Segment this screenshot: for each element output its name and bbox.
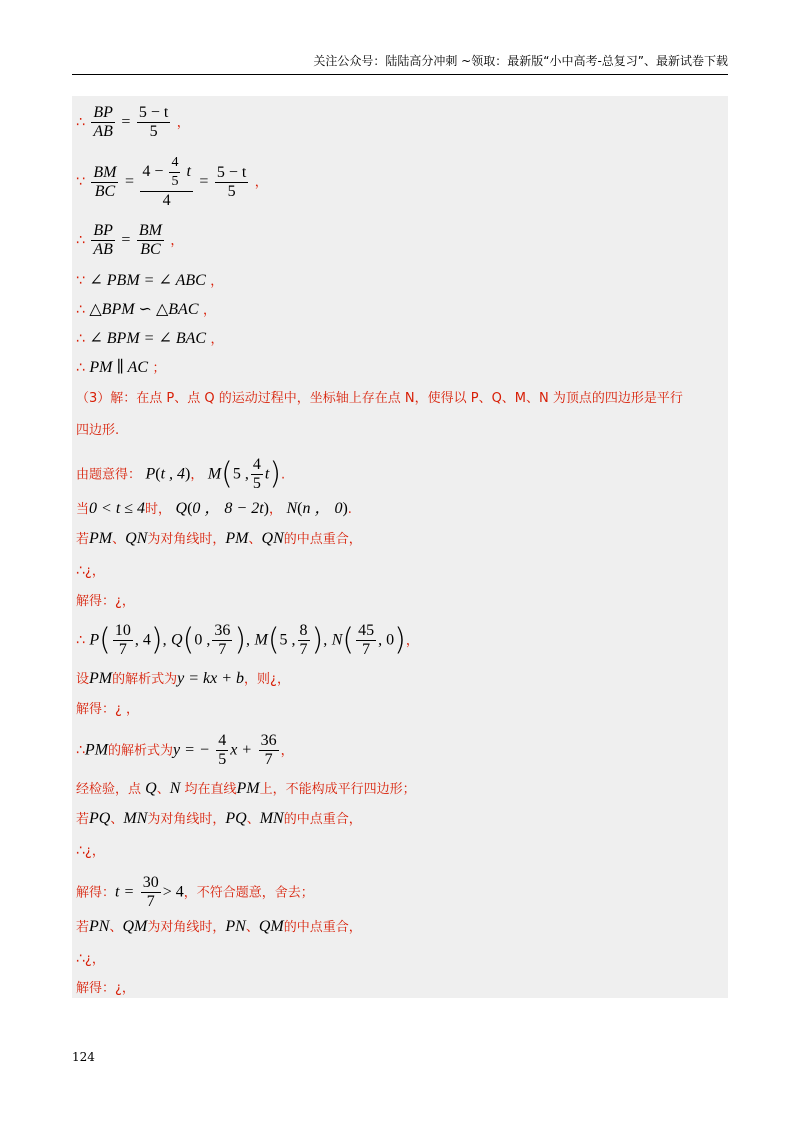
therefore-symbol: ∴	[76, 360, 85, 376]
segment: PN	[89, 918, 110, 935]
separator: 、	[246, 812, 260, 827]
angle-equation: ∠ PBM = ∠ ABC	[89, 272, 206, 289]
coord: 5 ,	[279, 631, 296, 649]
line-equation: y = kx + b	[177, 670, 245, 687]
mid-text: 均在直线	[180, 782, 237, 797]
inner-fraction	[169, 154, 180, 191]
therefore-symbol: ∴	[76, 951, 85, 967]
denominator: 5	[252, 475, 261, 492]
therefore-symbol: ∴	[76, 232, 85, 249]
equation-line-6	[76, 330, 224, 349]
equation-line-1	[76, 104, 190, 141]
point-n-coords: n ， 0	[302, 500, 343, 517]
numerator: 36	[260, 732, 277, 749]
denominator: 7	[299, 641, 308, 658]
t-solution-line	[76, 874, 314, 911]
solution-line: 解得：¿ ，	[76, 702, 140, 717]
solution-line: 解得：¿，	[76, 594, 135, 609]
variable-t: t	[264, 465, 270, 483]
parallel-statement: PM ∥ AC	[89, 359, 149, 376]
fraction	[212, 622, 232, 659]
denominator: 5	[218, 751, 227, 768]
denominator: AB	[93, 123, 113, 140]
denominator: 5	[171, 174, 179, 189]
prefix-text: 由题意得：	[76, 467, 142, 483]
separator: ，	[190, 467, 204, 483]
numerator: 4	[252, 456, 261, 473]
punctuation: ，	[210, 274, 224, 289]
placeholder-text: ¿，	[84, 952, 105, 967]
placeholder-text: ¿，	[84, 564, 105, 579]
case-suffix: 的中点重合，	[283, 812, 362, 827]
fraction	[91, 164, 118, 201]
point-n: N	[286, 500, 298, 517]
part3-intro-cont: 四边形.	[76, 423, 120, 438]
check-line	[76, 780, 416, 799]
fraction	[251, 456, 263, 493]
because-symbol: ∵	[76, 273, 85, 289]
mid-text: 的解析式为	[108, 743, 174, 759]
equation-line-3	[76, 222, 183, 259]
fraction	[259, 732, 279, 769]
numerator: 8	[299, 622, 308, 639]
fraction	[215, 164, 248, 201]
point-q-coords: 0 ， 8 − 2t	[192, 500, 264, 517]
punctuation: ，	[210, 332, 224, 347]
set-line	[76, 670, 290, 689]
denominator: 7	[218, 641, 227, 658]
numerator: 10	[114, 622, 131, 639]
point-m: M	[254, 631, 268, 649]
denominator: 4	[162, 192, 171, 209]
prefix-text: 当	[76, 502, 90, 517]
numerator: 4	[218, 732, 227, 749]
solution-line: 解得：¿，	[76, 981, 135, 996]
numerator: 5 − t	[216, 163, 247, 181]
punctuation: ，	[254, 175, 268, 190]
point-m: M	[207, 465, 222, 483]
segment: PQ	[89, 810, 111, 827]
segment: QN	[125, 530, 148, 547]
segment: PM	[89, 670, 113, 687]
prefix-text: 解得：	[76, 885, 116, 901]
punctuation: ，	[280, 743, 294, 759]
segment: PQ	[225, 810, 247, 827]
fraction	[91, 104, 115, 141]
segment: MN	[259, 810, 284, 827]
denominator: BC	[94, 182, 116, 200]
case-line-3	[76, 918, 362, 937]
variable-t: t =	[115, 883, 135, 901]
prefix-text: 设	[76, 672, 90, 687]
equation-line-10: 由题意得： P(t , 4)， M(5 , $\frac{4}{5}$ t).	[76, 456, 286, 492]
case-prefix: 若	[76, 812, 90, 827]
case-text: 为对角线时，	[147, 532, 226, 547]
point-p-coords: t , 4	[160, 465, 186, 483]
suffix-text: 上，不能构成平行四边形；	[259, 782, 416, 797]
equals-sign: =	[199, 173, 209, 190]
separator: ，	[268, 502, 282, 517]
segment: QN	[261, 530, 284, 547]
denominator: AB	[93, 241, 113, 258]
denominator: 7	[362, 641, 371, 658]
suffix-text: ，则¿，	[244, 672, 290, 687]
separator: 、	[245, 920, 259, 935]
therefore-line	[76, 562, 105, 581]
case-line-1	[76, 530, 362, 549]
segment: PM	[84, 741, 109, 759]
numerator: BM	[93, 163, 117, 181]
angle-equation: ∠ BPM = ∠ BAC	[89, 330, 207, 347]
suffix-text: ，不符合题意，舍去；	[183, 885, 314, 901]
denominator: 5	[149, 123, 158, 140]
numerator-prefix: 4 −	[142, 163, 164, 181]
separator: 、	[248, 532, 262, 547]
similar-triangles: △BPM ∽ △BAC	[89, 301, 199, 318]
numerator: 4	[169, 154, 180, 173]
denominator: 7	[264, 751, 273, 768]
separator: 、	[109, 920, 123, 935]
therefore-line	[76, 950, 105, 969]
equals-sign: =	[121, 113, 131, 131]
equals-sign: =	[121, 231, 131, 249]
therefore-symbol: ∴	[76, 843, 85, 859]
case-suffix: 的中点重合，	[283, 532, 362, 547]
numerator: BP	[93, 222, 113, 239]
fraction	[137, 104, 170, 141]
because-symbol: ∵	[76, 174, 85, 190]
mid-text: 的解析式为	[112, 672, 178, 687]
denominator: 7	[118, 641, 127, 658]
punctuation: ，	[176, 115, 190, 131]
segment: MN	[123, 810, 148, 827]
therefore-symbol: ∴	[76, 302, 85, 318]
compound-numerator	[140, 154, 192, 192]
prefix-text: 经检验，点	[76, 782, 146, 797]
case-prefix: 若	[76, 920, 90, 935]
coord: , 4	[134, 631, 151, 649]
point-m-x: 5 ,	[232, 465, 249, 483]
separator: 、	[110, 812, 124, 827]
mid-text: 时，	[145, 502, 172, 517]
therefore-symbol: ∴	[76, 114, 85, 131]
point-n: N	[169, 780, 181, 797]
therefore-symbol: ∴	[76, 742, 85, 759]
segment: PM	[225, 530, 249, 547]
solution-content	[72, 96, 728, 998]
punctuation: ，	[202, 303, 216, 318]
fraction	[113, 622, 133, 659]
equals-sign: =	[124, 173, 134, 190]
equation-line-2	[76, 154, 268, 210]
fraction	[356, 622, 376, 659]
case-text: 为对角线时，	[147, 812, 226, 827]
fraction	[216, 732, 228, 769]
equation-part: y = −	[173, 741, 210, 759]
numerator: 5 − t	[138, 104, 169, 121]
therefore-symbol: ∴	[76, 632, 85, 649]
segment: PN	[225, 918, 246, 935]
denominator: 7	[146, 893, 155, 910]
denominator: 5	[227, 182, 236, 200]
therefore-symbol: ∴	[76, 331, 85, 347]
point-p: P	[89, 631, 100, 649]
line-equation-line	[76, 732, 294, 769]
part3-intro: （3）解：在点 P、点 Q 的运动过程中，坐标轴上存在点 N，使得以 P、Q、M、N 为顶点的四边形是平行	[76, 391, 683, 406]
denominator: BC	[140, 241, 161, 258]
placeholder-text: ¿，	[84, 844, 105, 859]
numerator: BP	[93, 104, 113, 121]
fraction	[141, 874, 161, 911]
punctuation: ，	[170, 233, 184, 249]
page-header: 关注公众号：陆陆高分冲刺 ~领取：最新版“小中高考-总复习”、最新试卷下载	[72, 52, 728, 75]
point-q: Q	[145, 780, 157, 797]
point-q: Q	[171, 631, 183, 649]
equation-part: x +	[230, 741, 253, 759]
point-n: N	[331, 631, 343, 649]
condition: 0 < t ≤ 4	[89, 500, 146, 517]
fraction	[137, 222, 164, 259]
page-number: 124	[72, 1050, 95, 1064]
variable-t: t	[186, 163, 191, 181]
equation-line-4	[76, 272, 223, 291]
point-p: P	[145, 465, 156, 483]
equation-line-11: 当0 < t ≤ 4时， Q(0 ， 8 − 2t)， N(n ， 0).	[76, 500, 352, 517]
segment: PM	[236, 780, 260, 797]
compound-fraction	[140, 154, 192, 210]
case-text: 为对角线时，	[147, 920, 226, 935]
coord: , 0	[378, 631, 395, 649]
segment: QM	[258, 918, 284, 935]
numerator: BM	[138, 222, 162, 239]
fraction	[298, 622, 310, 659]
punctuation: .	[347, 502, 352, 517]
comparison: > 4	[162, 883, 184, 901]
coord: 0 ,	[194, 631, 211, 649]
punctuation: ，	[405, 633, 419, 649]
punctuation: ；	[152, 361, 166, 376]
equation-line-5	[76, 301, 216, 320]
numerator: 45	[358, 622, 375, 639]
segment: QM	[122, 918, 148, 935]
point-q: Q	[175, 500, 188, 517]
case-suffix: 的中点重合，	[283, 920, 362, 935]
points-line: ∴ P( $\frac{10}{7}$ , 4), Q(0 , $\frac{36}{7}$ ), M(5 , $\frac{8}{7}$ ), N( $\frac{45}{7}$ , 0)，	[76, 622, 419, 658]
separator: 、	[112, 532, 126, 547]
fraction	[91, 222, 115, 259]
case-line-2	[76, 810, 362, 829]
equation-line-7	[76, 359, 166, 378]
segment: PM	[89, 530, 113, 547]
numerator: 36	[214, 622, 231, 639]
separator: 、	[156, 782, 170, 797]
case-prefix: 若	[76, 532, 90, 547]
therefore-symbol: ∴	[76, 563, 85, 579]
therefore-line	[76, 842, 105, 861]
numerator: 30	[142, 874, 159, 891]
punctuation: .	[281, 467, 286, 483]
